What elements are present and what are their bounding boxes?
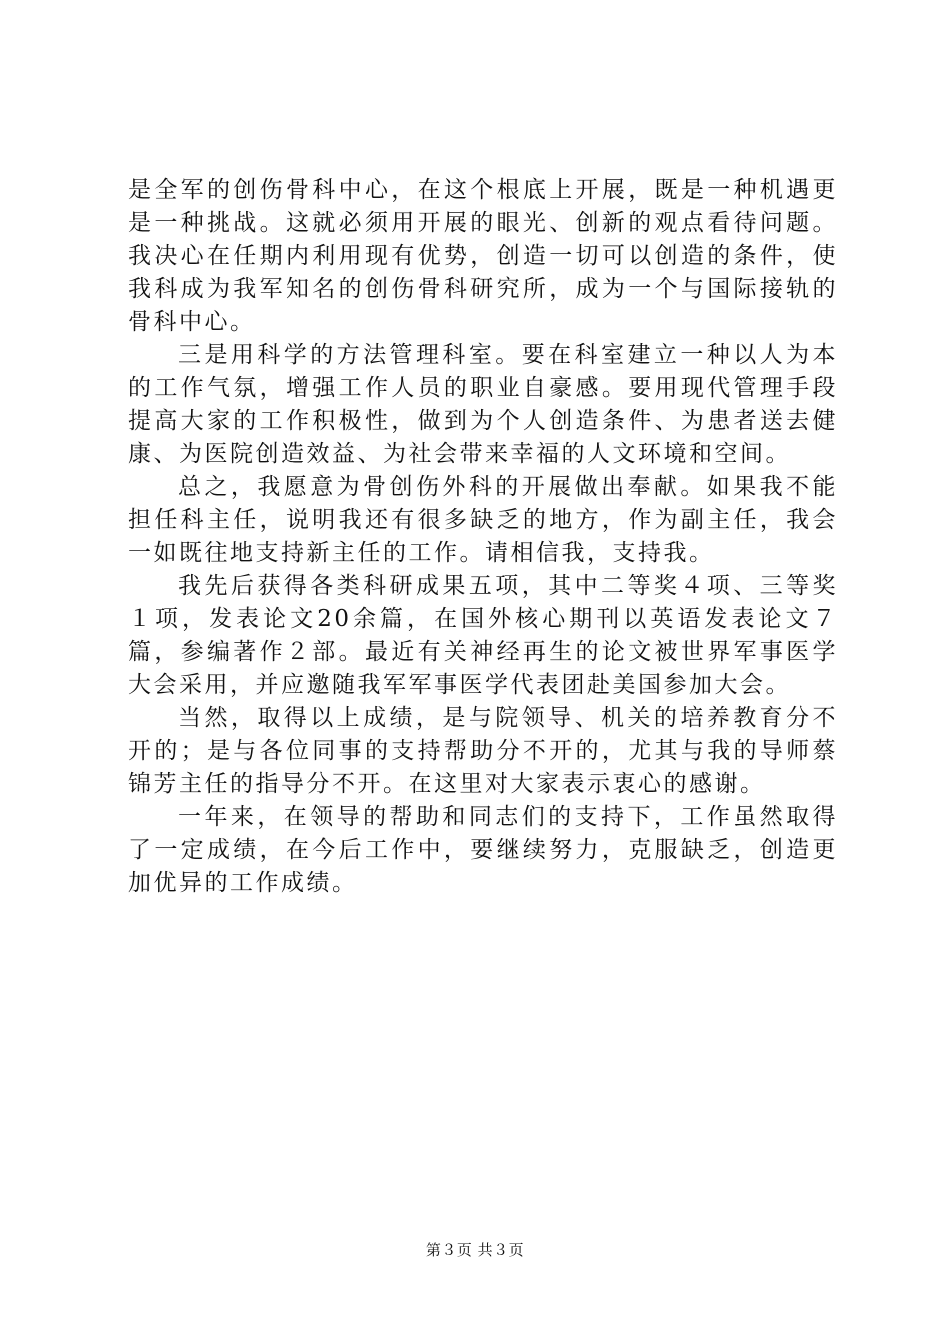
paragraph-6: 一年来，在领导的帮助和同志们的支持下，工作虽然取得了一定成绩，在今后工作中，要继续努力，克服缺乏，创造更加优异的工作成绩。: [128, 804, 838, 896]
paragraph-5: 当然，取得以上成绩，是与院领导、机关的培养教育分不开的；是与各位同事的支持帮助分不开的，尤其与我的导师蔡锦芳主任的指导分不开。在这里对大家表示衷心的感谢。: [128, 705, 838, 797]
document-body: [128, 174, 838, 900]
paragraph-1: 是全军的创伤骨科中心，在这个根底上开展，既是一种机遇更是一种挑战。这就必须用开展的眼光、创新的观点看待问题。我决心在任期内利用现有优势，创造一切可以创造的条件，使我科成为我军知名的创伤骨科研究所，成为一个与国际接轨的骨科中心。: [128, 177, 838, 335]
paragraph-3: 总之，我愿意为骨创伤外科的开展做出奉献。如果我不能担任科主任，说明我还有很多缺乏的地方，作为副主任，我会一如既往地支持新主任的工作。请相信我，支持我。: [128, 474, 838, 566]
paragraph-2: 三是用科学的方法管理科室。要在科室建立一种以人为本的工作气氛，增强工作人员的职业自豪感。要用现代管理手段提高大家的工作积极性，做到为个人创造条件、为患者送去健康、为医院创造效益、为社会带来幸福的人文环境和空间。: [128, 342, 838, 467]
page-footer: 第３页 共３页: [425, 1241, 525, 1259]
paragraph-4: 我先后获得各类科研成果五项，其中二等奖４项、三等奖１项，发表论文20余篇，在国外核心期刊以英语发表论文７篇，参编著作２部。最近有关神经再生的论文被世界军事医学大会采用，并应邀随我军军事医学代表团赴美国参加大会。: [128, 573, 838, 698]
